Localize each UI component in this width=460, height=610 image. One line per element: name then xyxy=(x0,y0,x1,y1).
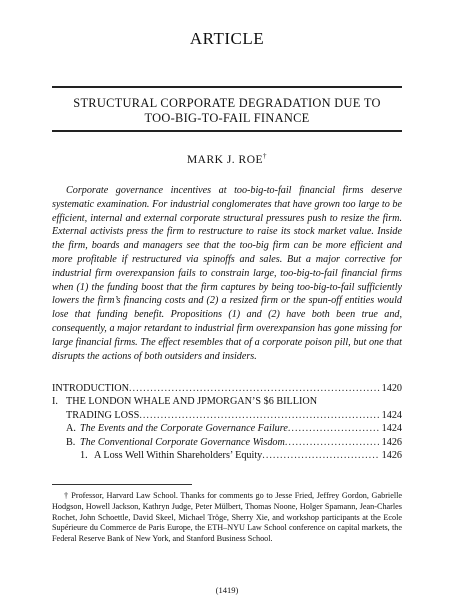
toc-title: A Loss Well Within Shareholders’ Equity xyxy=(94,450,263,462)
toc-leader xyxy=(129,382,380,395)
toc-row-b1[interactable] xyxy=(52,449,402,462)
author-name: MARK J. ROE xyxy=(186,153,264,166)
toc-row-part-one[interactable] xyxy=(52,395,402,408)
footnote-text: Professor, Harvard Law School. Thanks for comments go to Jesse Fried, Jeffrey Gordon, Gabrielle Hodgson, Howell Jackson, Kathryn Judge, Peter Mülbert, Thomas Noone, Holger Spamann, Jean-Charles Rochet, John Schoettle, David Skeel, Michael Tröge, Sherry Xie, and workshop participants at the Ecole Supérieure du Commerce de Paris Europe, the ETH–NYU Law School conference on capital markets, the Federal Reserve Bank of New York, and Stanford Business School. xyxy=(52,491,403,544)
toc-title: INTRODUCTION xyxy=(52,383,129,394)
page-number: (1419) xyxy=(215,585,239,595)
toc-title: THE LONDON WHALE AND JPMORGAN’S $6 BILLION xyxy=(66,396,318,408)
toc-number: B. xyxy=(66,436,76,448)
toc-page-number: 1424 xyxy=(381,423,402,435)
article-title-line-1: STRUCTURAL CORPORATE DEGRADATION DUE TO xyxy=(73,96,381,110)
toc-leader xyxy=(288,422,380,435)
article-title-line-2: TOO-BIG-TO-FAIL FINANCE xyxy=(144,111,310,125)
footnote xyxy=(52,491,402,545)
abstract: Corporate governance incentives at too-big-to-fail financial firms deserve systematic examination. For industrial conglomerates that have grown too large to be efficient, internal and external corporate structural pressures push to resize the firm. External activists press the firm to restructure to raise its stock market value. Inside the firm, boards and managers see that the too-big firm can be more efficient and more profitable if restructured via spinoffs and sales. But a major corrective for industrial firm overexpansion fails to constrain large, too-big-to-fail financial firms when (1) the funding boost that the firm captures by being too-big-to-fail sufficiently lowers the firm’s financing costs and (2) a resized firm or the spun-off entities would lose that funding benefit. Propositions (1) and (2) have both been true and, consequently, a major retardant to industrial firm overexpansion has gone missing for large financial firms. The effect resembles that of a corporate poison pill, but one that disrupts the actions of both outsiders and insiders. xyxy=(52,185,402,362)
table-of-contents xyxy=(52,382,402,462)
title-top-rule xyxy=(52,86,402,88)
footnote-mark: † xyxy=(64,491,69,500)
toc-title: The Events and the Corporate Governance Failure xyxy=(80,423,288,435)
toc-number: I. xyxy=(52,396,58,408)
section-label: ARTICLE xyxy=(189,29,265,48)
toc-leader xyxy=(262,449,379,462)
toc-page-number: 1426 xyxy=(381,450,402,462)
title-bottom-rule xyxy=(52,130,402,132)
article-title xyxy=(52,96,402,126)
footnote-rule xyxy=(52,484,192,485)
toc-row-part-one-continued[interactable] xyxy=(52,409,402,422)
toc-page-number: 1420 xyxy=(381,383,402,394)
toc-number: A. xyxy=(66,423,76,435)
toc-page-number: 1426 xyxy=(381,436,402,448)
page xyxy=(52,0,402,610)
toc-title: TRADING LOSS xyxy=(66,409,140,421)
toc-page-number: 1424 xyxy=(381,409,402,421)
toc-leader xyxy=(285,436,380,449)
author-footnote-mark: † xyxy=(263,152,268,160)
toc-row-introduction[interactable] xyxy=(52,382,402,395)
toc-title: The Conventional Corporate Governance Wisdom xyxy=(80,436,285,448)
toc-row-a[interactable] xyxy=(52,422,402,435)
author-line xyxy=(52,152,402,166)
toc-row-b[interactable] xyxy=(52,436,402,449)
toc-leader xyxy=(139,409,379,422)
toc-number: 1. xyxy=(80,450,88,462)
